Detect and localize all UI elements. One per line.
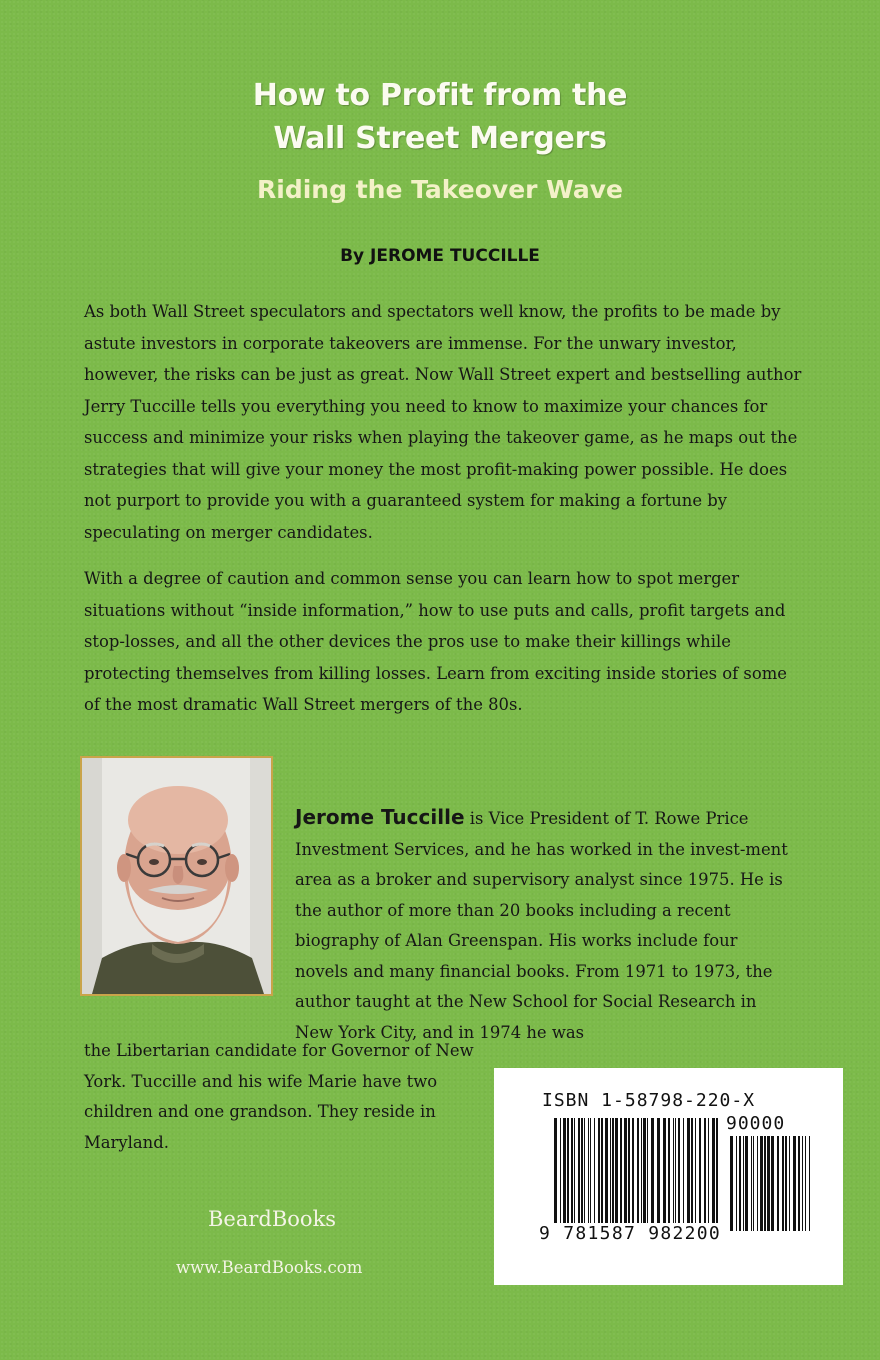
author-photo bbox=[80, 756, 273, 996]
book-title bbox=[0, 74, 880, 160]
author-bio-name: Jerome Tuccille bbox=[295, 805, 465, 829]
description-paragraph-2: With a degree of caution and common sense you can learn how to spot merger situations without “inside information,” how to use puts and calls, profit targets and stop-losses, and all the other devices the pros use to make their killings while protecting themselves from killing losses. Learn from exciting inside stories of some of the most dramatic Wall Street mergers of the 80s. bbox=[84, 569, 787, 714]
publisher-website: www.BeardBooks.com bbox=[176, 1258, 363, 1277]
description-paragraph-1: As both Wall Street speculators and spectators well know, the profits to be made by astute investors in corporate takeovers are immense. For the unwary investor, however, the risks can be just as great. Now Wall Street expert and bestselling author Jerry Tuccille tells you everything you need to know to maximize your chances for success and minimize your risks when playing the takeover game, as he maps out the strategies that will give your money the most profit-making power possible. He does not purport to provide you with a guaranteed system for making a fortune by speculating on merger candidates. bbox=[84, 302, 802, 542]
ean-number: 9 781587 982200 bbox=[539, 1223, 722, 1244]
author-bio bbox=[295, 802, 790, 1048]
isbn-label: ISBN 1-58798-220-X bbox=[542, 1090, 756, 1111]
author-bio-continued: the Libertarian candidate for Governor of New York. Tuccille and his wife Marie have two children and one grandson. They reside in Maryland. bbox=[84, 1041, 474, 1152]
author-bio-text: is Vice President of T. Rowe Price Investment Services, and he has worked in the invest-ment area as a broker and supervisory analyst since 1975. He is the author of more than 20 books including a recent biography of Alan Greenspan. His works include four novels and many financial books. From 1971 to 1973, the author taught at the New School for Social Research in New York City, and in 1974 he was bbox=[295, 809, 788, 1042]
author-byline: By JEROME TUCCILLE bbox=[340, 246, 540, 266]
title-line-1: How to Profit from the bbox=[252, 78, 628, 113]
price-code-label: 90000 bbox=[726, 1113, 786, 1134]
barcode-panel bbox=[494, 1068, 843, 1285]
book-subtitle: Riding the Takeover Wave bbox=[257, 175, 623, 204]
publisher-name: BeardBooks bbox=[208, 1207, 337, 1231]
price-barcode-icon bbox=[730, 1136, 810, 1231]
author-portrait-icon bbox=[82, 758, 271, 994]
title-line-2: Wall Street Mergers bbox=[273, 121, 607, 156]
